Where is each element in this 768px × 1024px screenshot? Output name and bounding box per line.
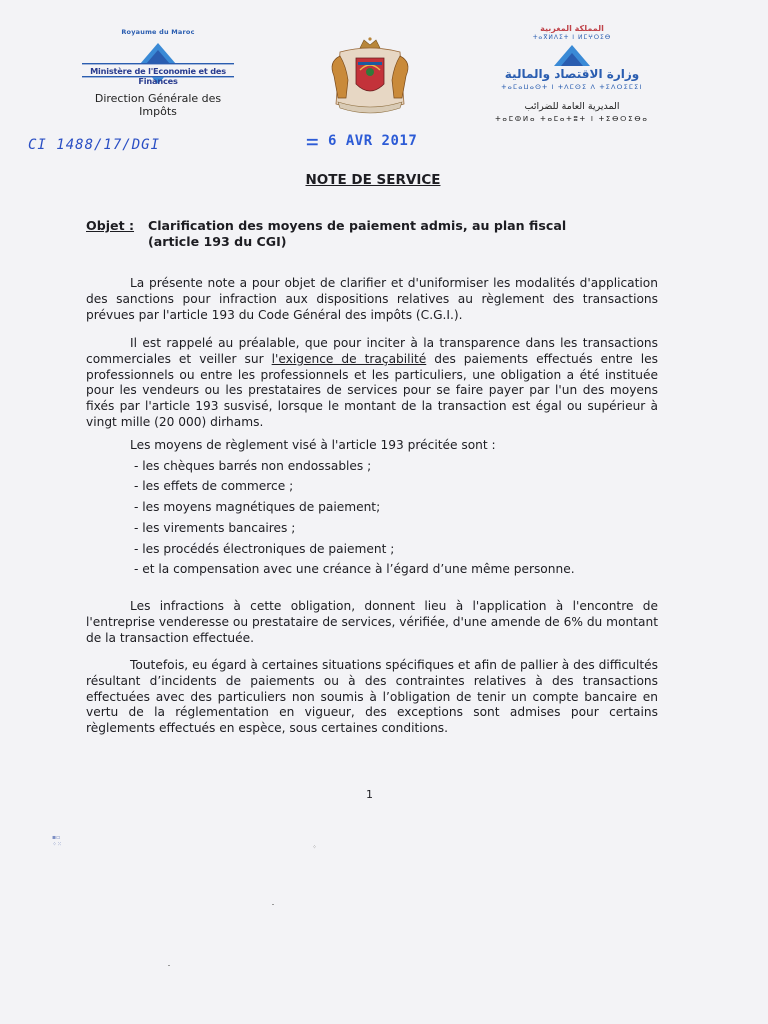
ministry-name-fr: Ministère de l'Economie et des Finances	[90, 66, 226, 86]
subject-line-1: Clarification des moyens de paiement admis, au plan fiscal	[148, 218, 567, 233]
document-title: NOTE DE SERVICE	[305, 172, 441, 188]
subject-label: Objet :	[86, 218, 135, 233]
date-stamp-text: 6 AVR 2017	[327, 133, 418, 149]
ministry-name-tifinagh: ⵜⴰⵎⴰⵡⴰⵙⵜ ⵏ ⵜⴷⵎⵙⵉ ⴷ ⵜⵉⴷⵔⵉⵎⵉⵏ	[501, 83, 643, 91]
directorate-name-fr: Direction Générale des Impôts	[94, 92, 222, 118]
page-number: 1	[366, 788, 373, 801]
scan-speck	[272, 904, 274, 905]
directorate-name-tifinagh: ⵜⴰⵎⵀⵍⴰ ⵜⴰⵎⴰⵜⵓⵜ ⵏ ⵜⵉⴱⵔⵉⴱⴰ	[495, 115, 649, 123]
kingdom-label-fr: Royaume du Maroc	[121, 28, 195, 36]
paragraph-reminder	[86, 336, 658, 431]
scan-mark: ⁘	[312, 844, 318, 851]
subject-block	[86, 218, 646, 250]
coat-of-arms-icon	[320, 36, 420, 118]
payment-means-list	[134, 459, 658, 578]
list-item: - et la compensation avec une créance à l’égard d’une même personne.	[134, 562, 575, 577]
kingdom-label-ar: المملكة المغربية	[540, 24, 604, 33]
list-item: - les virements bancaires ;	[134, 520, 296, 535]
header-left	[78, 28, 238, 118]
directorate-name-ar: المديرية العامة للضرائب	[524, 101, 620, 112]
payment-means-intro: Les moyens de règlement visé à l'article 193 précitée sont :	[130, 438, 496, 452]
payment-means-section	[86, 438, 658, 583]
paragraph-intro	[86, 276, 658, 323]
paragraph-2-start: Il est rappelé au préalable, que pour inciter à la transparence dans les transactions commerciales et veiller sur	[86, 336, 658, 366]
date-stamp	[306, 133, 417, 149]
kingdom-label-tifinagh: ⵜⴰⴳⵍⴷⵉⵜ ⵏ ⵍⵎⵖⵔⵉⴱ	[532, 34, 612, 41]
traceability-emphasis: l'exigence de traçabilité	[271, 351, 427, 366]
scan-mark: ▪▫ ⁘⁙	[52, 834, 63, 848]
paragraph-2-end: des paiements effectués entre les professionnels ou entre les professionnels et les particuliers, une obligation a été instituée pour les vendeurs ou les prestataires de services pour se faire payer par l'un des moyens fixés par l'article 193 susvisé, lorsque le montant de la transaction est égal ou supérieur à vingt mille (20 000) dirhams.	[86, 351, 659, 429]
list-item: - les procédés électroniques de paiement ;	[134, 541, 395, 556]
header-right	[462, 24, 682, 123]
list-item: - les moyens magnétiques de paiement;	[134, 500, 381, 515]
ministry-triangle-icon-right	[548, 44, 596, 66]
paragraph-exceptions	[86, 658, 658, 737]
subject-line-2: (article 193 du CGI)	[148, 234, 287, 249]
paragraph-4: Les infractions à cette obligation, donnent lieu à l'application à l'encontre de l'entreprise venderesse ou prestataire de services, vérifiée, d'une amende de 6% du montant de la transaction effectuée.	[86, 599, 658, 645]
paragraph-2	[86, 336, 658, 431]
reference-number: CI 1488/17/DGI	[28, 137, 161, 153]
paragraph-5: Toutefois, eu égard à certaines situations spécifiques et afin de pallier à des difficultés résultant d’incidents de paiements ou à des contraintes relatives à des transactions effectuées avec des particuliers non soumis à l’obligation de tenir un compte bancaire en vertu de la réglementation en vigueur, des exceptions sont admises pour certains règlements effectués en espèce, sous certaines conditions.	[86, 658, 658, 736]
scan-speck	[168, 965, 170, 966]
list-item: - les chèques barrés non endossables ;	[134, 458, 372, 473]
paragraph-1: La présente note a pour objet de clarifier et d'uniformiser les modalités d'application des sanctions pour infraction aux dispositions relatives au règlement des transactions prévues par l'article 193 du Code Général des impôts (C.G.I.).	[86, 276, 658, 322]
list-item: - les effets de commerce ;	[134, 479, 294, 494]
paragraph-infractions	[86, 599, 658, 646]
ministry-logo	[80, 40, 236, 86]
ministry-name-ar: وزارة الاقتصاد والمالية	[504, 67, 640, 81]
stamp-mark-icon: ⚌	[306, 133, 328, 149]
